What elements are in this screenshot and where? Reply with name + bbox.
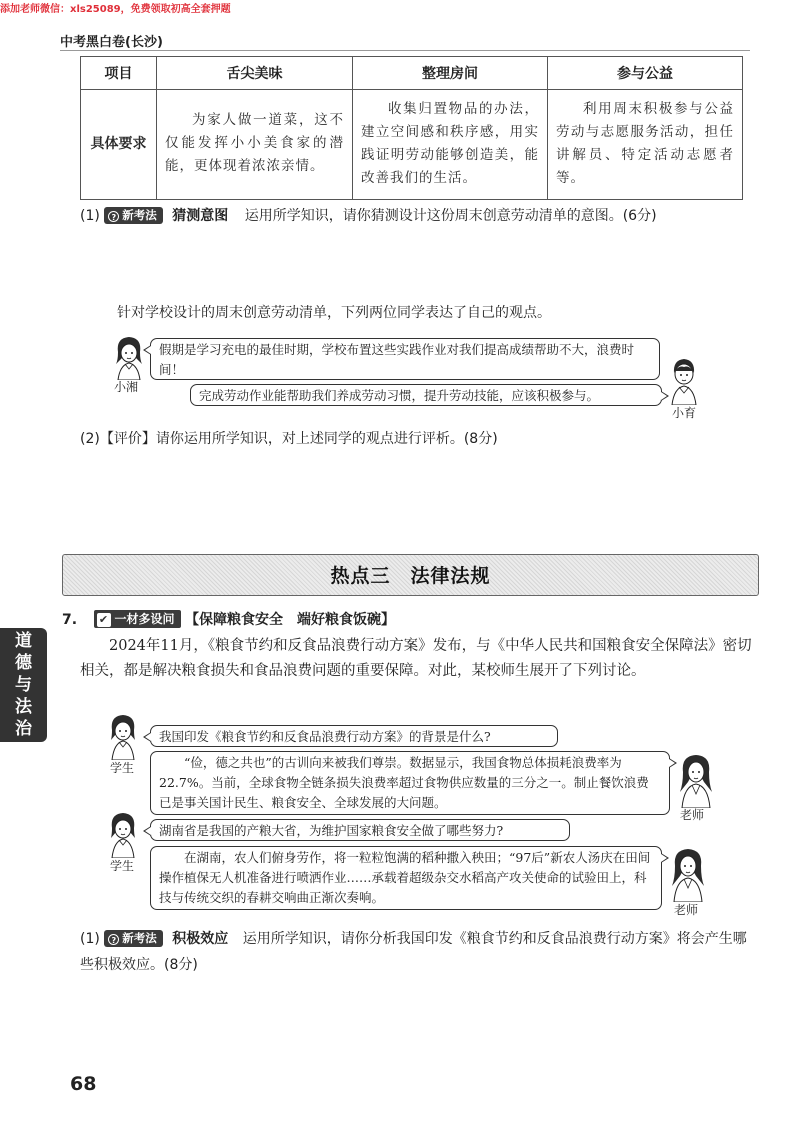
lightbulb-icon: ?	[108, 934, 119, 945]
student-girl-icon	[112, 334, 146, 380]
side-tab-char: 法	[15, 697, 32, 717]
question-2	[80, 428, 760, 450]
question-topic: 【保障粮食安全 端好粮食饭碗】	[184, 612, 395, 628]
question-number: (2)	[80, 431, 100, 447]
student-boy-icon	[667, 355, 701, 405]
question-topic: 积极效应	[172, 931, 229, 947]
teacher-icon	[676, 752, 716, 808]
page-number: 68	[70, 1073, 97, 1095]
question-number: 7.	[62, 612, 78, 628]
page-header-title: 中考黑白卷(长沙)	[60, 35, 163, 50]
header-divider	[60, 50, 750, 51]
question-number: (1)	[80, 931, 100, 947]
labor-list-table	[80, 56, 743, 200]
speaker-name-teacher: 老师	[680, 808, 705, 822]
speech-bubble-student-2: 湖南省是我国的产粮大省，为维护国家粮食安全做了哪些努力?	[150, 819, 570, 841]
question-text: 运用所学知识，请你猜测设计这份周末创意劳动清单的意图。(6分)	[244, 208, 657, 224]
table-row-label: 具体要求	[81, 90, 157, 200]
side-tab-char: 道	[15, 631, 32, 651]
question-number: (1)	[80, 208, 100, 224]
question-1	[80, 205, 760, 227]
speech-bubble-xiaoxiang: 假期是学习充电的最佳时期，学校布置这些实践作业对我们提高成绩帮助不大，浪费时间！	[150, 338, 660, 380]
student-girl-icon	[106, 810, 140, 858]
check-icon: ✔	[97, 613, 111, 627]
speaker-name-xiaoyu: 小育	[672, 406, 697, 420]
side-tab-char: 德	[15, 653, 32, 673]
speech-bubble-teacher-2: 在湖南，农人们俯身劳作，将一粒粒饱满的稻种撒入秧田；“97后”新农人汤庆在田间操作植保无人机准备进行喷洒作业……承载着超级杂交水稻高产攻关使命的试验田上，科技与传统交织的春耕交响曲正渐次奏响。	[150, 846, 662, 910]
speaker-name-xiaoxiang: 小湘	[114, 380, 139, 394]
speech-bubble-student-1: 我国印发《粮食节约和反食品浪费行动方案》的背景是什么?	[150, 725, 558, 747]
table-header-cell: 整理房间	[353, 57, 548, 90]
side-tab-char: 治	[15, 719, 32, 739]
question-text: 请你运用所学知识，对上述同学的观点进行评析。(8分)	[155, 431, 498, 447]
speaker-name-student: 学生	[110, 761, 135, 775]
table-header-row	[81, 57, 743, 90]
speech-bubble-xiaoyu: 完成劳动作业能帮助我们养成劳动习惯，提升劳动技能，应该积极参与。	[190, 384, 662, 406]
hotspot-banner: 热点三 法律法规	[62, 554, 759, 596]
table-cell: 利用周末积极参与公益劳动与志愿服务活动，担任讲解员、特定活动志愿者等。	[548, 90, 743, 200]
table-header-cell: 项目	[81, 57, 157, 90]
subject-side-tab	[0, 628, 47, 742]
student-girl-icon	[106, 712, 140, 760]
table-header-cell: 舌尖美味	[157, 57, 353, 90]
question-tag: 【评价】	[99, 431, 156, 447]
question-text: 运用所学知识，请你分析我国印发《粮食节约和反食品浪费行动方案》将会产生哪些积极效应。(8分)	[80, 931, 747, 973]
multi-question-badge: ✔ 一材多设问	[94, 610, 181, 628]
table-cell: 收集归置物品的办法，建立空间感和秩序感，用实践证明劳动能够创造美，能改善我们的生活。	[353, 90, 548, 200]
table-cell: 为家人做一道菜，这不仅能发挥小小美食家的潜能，更体现着浓浓亲情。	[157, 90, 353, 200]
side-tab-char: 与	[15, 675, 32, 695]
watermark-text: 添加老师微信：xls25089，免费领取初高全套押题	[0, 4, 231, 15]
question-7-body: 2024年11月，《粮食节约和反食品浪费行动方案》发布，与《中华人民共和国粮食安全保障法》密切相关，都是解决粮食损失和食品浪费问题的重要保障。对此，某校师生展开了下列讨论。	[80, 638, 752, 679]
speaker-name-student: 学生	[110, 859, 135, 873]
new-method-badge: ? 新考法	[104, 930, 163, 947]
teacher-icon	[668, 846, 708, 902]
dialog-intro: 针对学校设计的周末创意劳动清单，下列两位同学表达了自己的观点。	[117, 305, 551, 321]
question-topic: 猜测意图	[172, 208, 229, 224]
speaker-name-teacher: 老师	[674, 903, 699, 917]
table-row	[81, 90, 743, 200]
question-7-heading	[62, 609, 762, 631]
new-method-badge: ? 新考法	[104, 207, 163, 224]
lightbulb-icon: ?	[108, 211, 119, 222]
speech-bubble-teacher-1: “俭，德之共也”的古训向来被我们尊崇。数据显示，我国食物总体损耗浪费率为22.7%。当前，全球食物全链条损失浪费率超过食物供应数量的三分之一。制止餐饮浪费已是事关国计民生、粮食安全、全球发展的大问题。	[150, 751, 670, 815]
question-7-1	[80, 926, 760, 978]
table-header-cell: 参与公益	[548, 57, 743, 90]
